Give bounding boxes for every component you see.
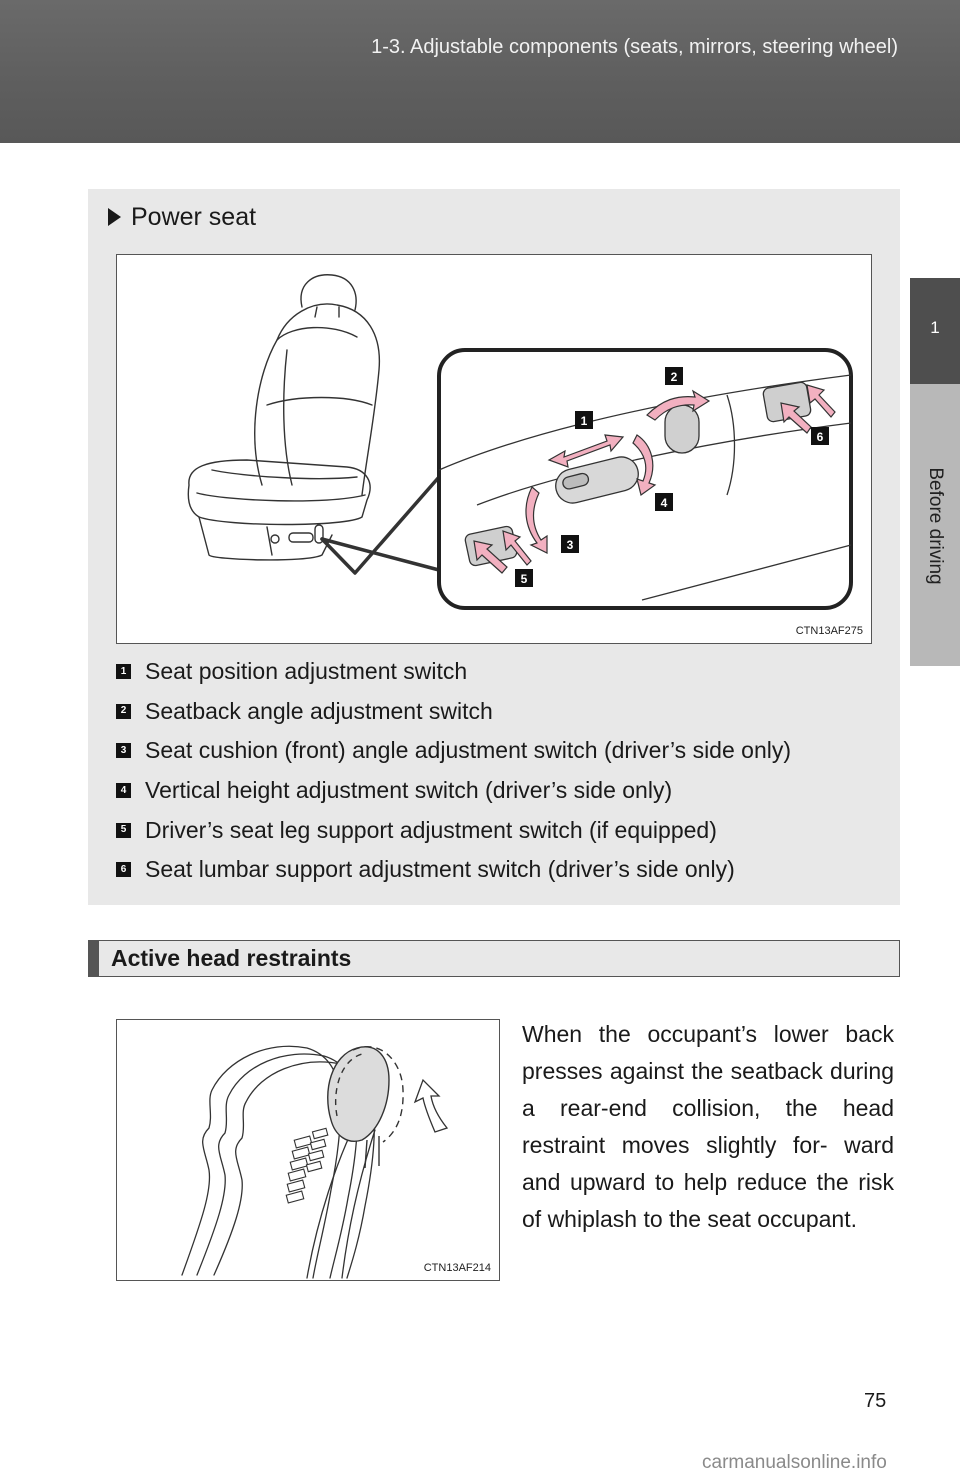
legend-item [116,731,896,771]
head-restraint [328,1047,403,1168]
legend-label: Seat position adjustment switch [145,658,468,685]
legend-item [116,692,896,732]
power-seat-illustration [116,254,872,644]
legend-item [116,850,896,890]
legend-number: 1 [116,664,131,679]
legend-label: Seat lumbar support adjustment switch (driver’s side only) [145,856,735,883]
callout-4: 4 [660,496,668,510]
section-title: 1-3. Adjustable components (seats, mirrors, steering wheel) [371,36,898,58]
legend-label: Seatback angle adjustment switch [145,697,493,724]
switch-legend [116,652,896,890]
legend-label: Driver’s seat leg support adjustment switch (if equipped) [145,816,717,843]
seatback-outline [255,304,380,495]
watermark: carmanualsonline.info [702,1452,887,1473]
callout-5: 5 [520,572,528,586]
section-heading-bar [89,941,99,976]
section-heading [88,940,900,977]
legend-item [116,652,896,692]
figure-code: CTN13AF275 [795,625,863,637]
section-heading-text: Active head restraints [111,945,352,971]
page-number: 75 [864,1390,887,1412]
spine-vertebrae [286,1128,328,1203]
legend-item [116,771,896,811]
power-seat-heading-text: Power seat [131,203,257,231]
power-seat-heading [108,203,256,232]
legend-number: 2 [116,704,131,719]
triangle-bullet-icon [108,208,121,226]
legend-item [116,810,896,850]
legend-number: 5 [116,823,131,838]
page-header [0,0,960,143]
legend-number: 3 [116,743,131,758]
seat-cushion-outline [188,460,370,525]
upward-arrow-icon [415,1080,447,1132]
callout-3: 3 [566,538,574,552]
legend-number: 6 [116,862,131,877]
callout-6: 6 [816,430,824,444]
legend-label: Seat cushion (front) angle adjustment switch (driver’s side only) [145,737,791,764]
legend-label: Vertical height adjustment switch (driver’s side only) [145,777,673,804]
figure-code: CTN13AF214 [423,1262,491,1274]
legend-number: 4 [116,783,131,798]
head-restraint-drawing [117,1020,499,1280]
chapter-label: Before driving [925,467,946,585]
seat-drawing [117,255,871,643]
callout-1: 1 [580,414,588,428]
chapter-number: 1 [930,318,940,337]
callout-2: 2 [670,370,678,384]
headrest-outline [301,275,356,310]
head-restraint-illustration [116,1019,500,1281]
body-paragraph: When the occupant’s lower back presses against the seatback during a rear-end collision, the head restraint moves slightly for- ward and upward to help reduce the risk of whiplash to the seat occupant. [522,1021,894,1232]
